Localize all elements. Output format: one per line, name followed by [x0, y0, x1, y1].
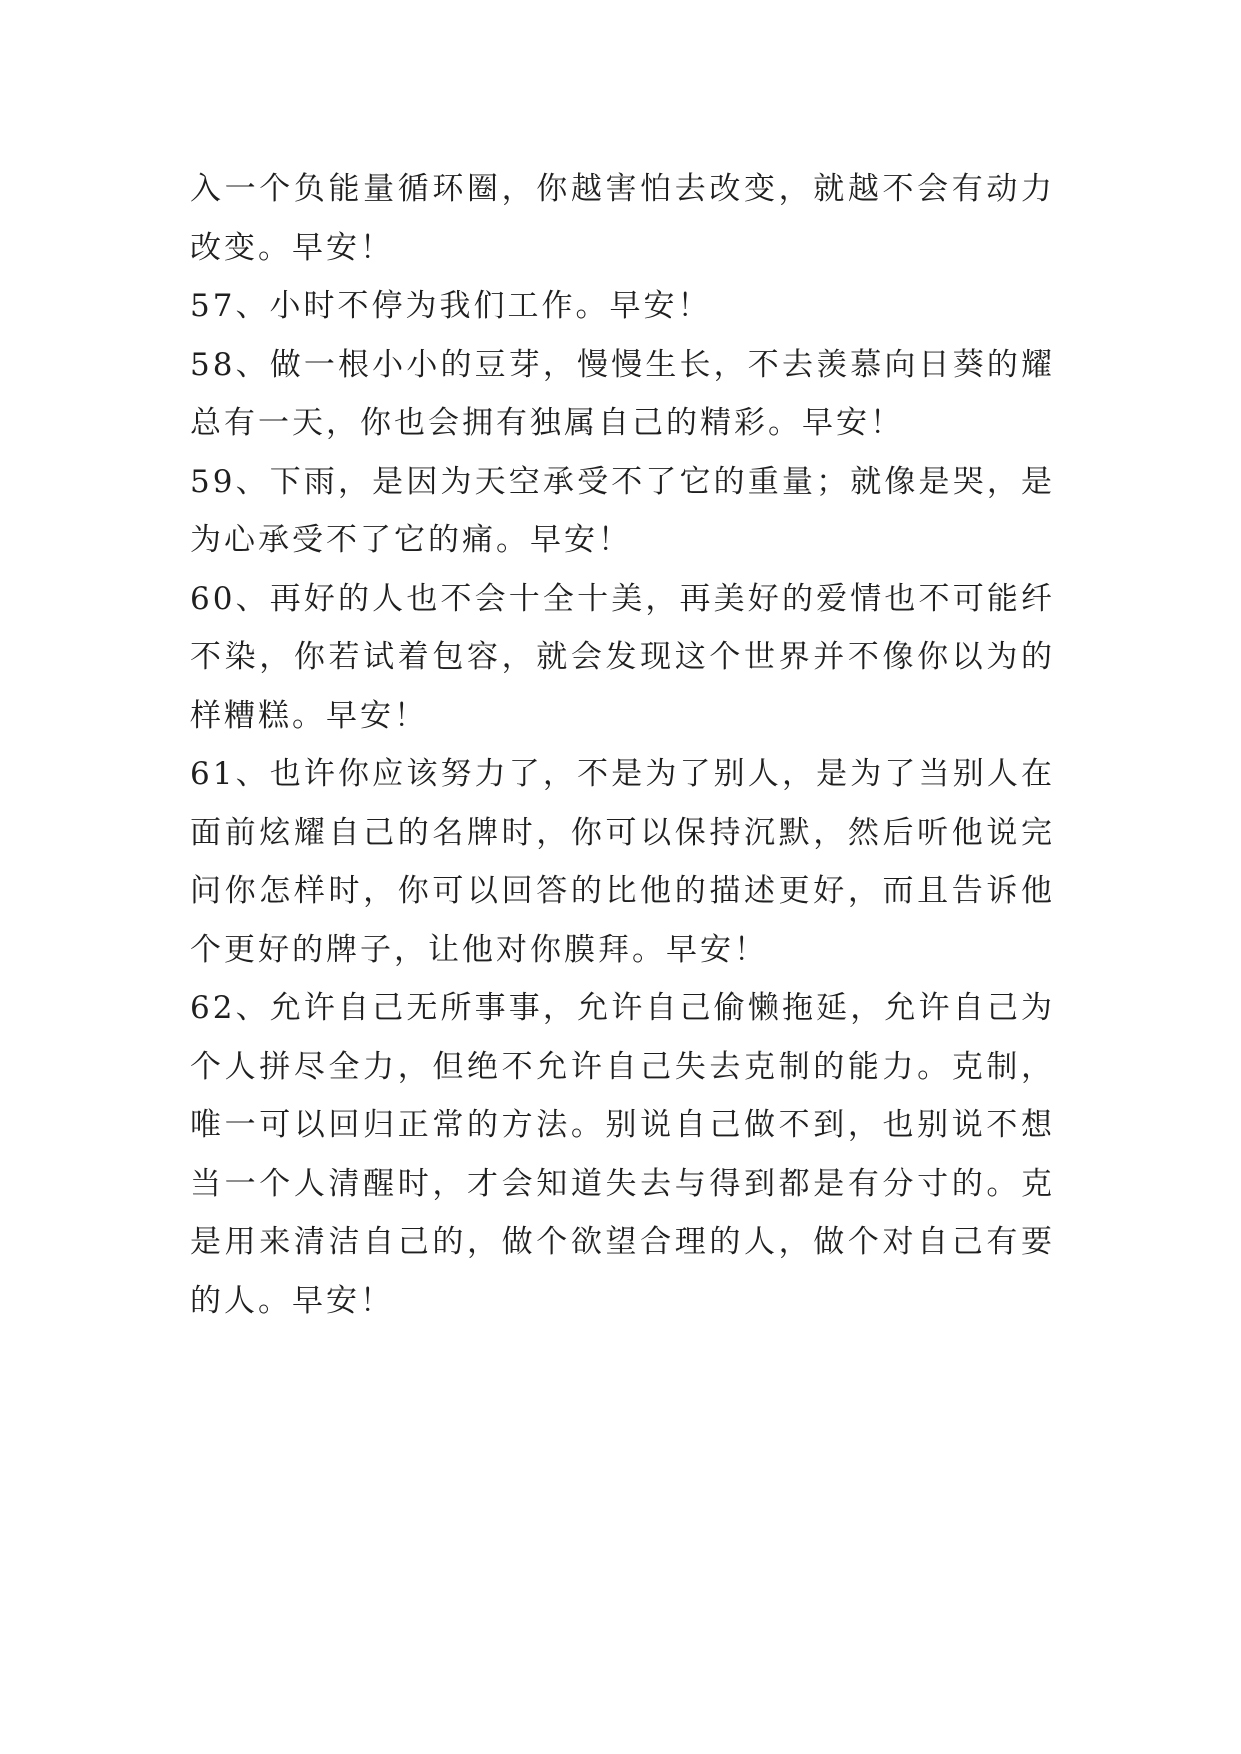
text-line: 改变。早安！	[190, 229, 394, 266]
text-line: 为心承受不了它的痛。早安！	[190, 522, 632, 558]
text-line: 不染，你若试着包容，就会发现这个世界并不像你以为的	[190, 639, 1055, 675]
document-body	[190, 160, 1055, 1330]
text-line: 57、小时不停为我们工作。早安！	[190, 288, 712, 324]
text-line: 59、下雨，是因为天空承受不了它的重量；就像是哭，是	[190, 463, 1055, 500]
text-line: 入一个负能量循环圈，你越害怕去改变，就越不会有动力	[190, 171, 1055, 207]
text-line: 62、允许自己无所事事，允许自己偷懒拖延，允许自己为	[190, 990, 1055, 1026]
text-line: 问你怎样时，你可以回答的比他的描述更好，而且告诉他	[190, 873, 1055, 909]
text-line: 61、也许你应该努力了，不是为了别人，是为了当别人在	[190, 756, 1055, 792]
text-line: 58、做一根小小的豆芽，慢慢生长，不去羡慕向日葵的耀	[190, 346, 1055, 383]
text-line: 当一个人清醒时，才会知道失去与得到都是有分寸的。克	[190, 1165, 1055, 1202]
text-line: 的人。早安！	[190, 1282, 394, 1319]
text-line: 面前炫耀自己的名牌时，你可以保持沉默，然后听他说完	[190, 814, 1055, 851]
text-line: 60、再好的人也不会十全十美，再美好的爱情也不可能纤	[190, 580, 1055, 617]
text-line: 个人拼尽全力，但绝不允许自己失去克制的能力。克制，	[190, 1048, 1055, 1085]
text-line: 样糟糕。早安！	[190, 697, 428, 734]
text-line: 是用来清洁自己的，做个欲望合理的人，做个对自己有要	[190, 1224, 1055, 1260]
text-line: 唯一可以回归正常的方法。别说自己做不到，也别说不想	[190, 1107, 1055, 1143]
text-line: 个更好的牌子，让他对你膜拜。早安！	[190, 931, 768, 968]
text-line: 总有一天，你也会拥有独属自己的精彩。早安！	[190, 405, 904, 441]
